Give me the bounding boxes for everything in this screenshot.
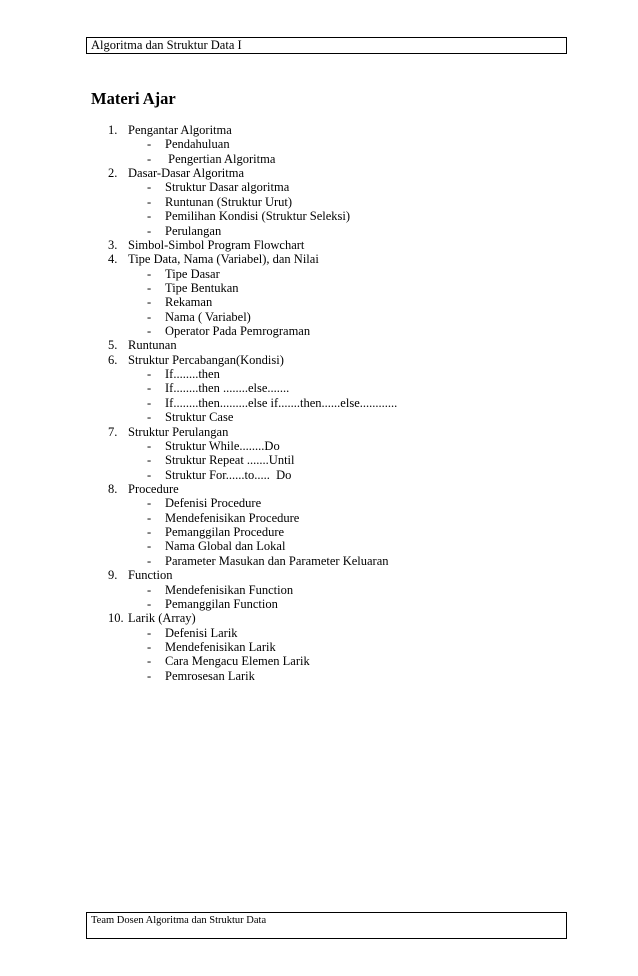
outline-item-label: Runtunan xyxy=(128,338,177,353)
outline-item xyxy=(0,611,638,625)
outline-subitem-label: Tipe Dasar xyxy=(165,266,220,281)
bullet-dash: - xyxy=(147,654,152,669)
outline-subitem xyxy=(0,224,638,238)
bullet-dash: - xyxy=(147,295,152,310)
bullet-dash: - xyxy=(147,280,152,295)
outline-item-number: 1. xyxy=(108,123,118,137)
outline-subitem xyxy=(0,396,638,410)
outline-subitem-label: Nama ( Variabel) xyxy=(165,309,251,324)
outline-subitem xyxy=(0,496,638,510)
outline-subitem-label: Rekaman xyxy=(165,295,213,310)
bullet-dash: - xyxy=(147,381,152,396)
outline-subitem-label: Tipe Bentukan xyxy=(165,280,239,295)
bullet-dash: - xyxy=(147,668,152,683)
outline-item-label: Dasar-Dasar Algoritma xyxy=(128,166,245,181)
outline-subitem-label: Mendefenisikan Procedure xyxy=(165,510,300,525)
bullet-dash: - xyxy=(147,180,152,195)
outline-subitem xyxy=(0,640,638,654)
outline-subitem-label: Pemanggilan Procedure xyxy=(165,525,285,540)
outline-subitem-label: Mendefenisikan Larik xyxy=(165,639,276,654)
outline-subitem-label: Pendahuluan xyxy=(165,137,230,152)
outline-subitem xyxy=(0,583,638,597)
outline-subitem xyxy=(0,654,638,668)
outline-item xyxy=(0,353,638,367)
bullet-dash: - xyxy=(147,553,152,568)
outline-subitem xyxy=(0,267,638,281)
bullet-dash: - xyxy=(147,496,152,511)
outline-subitem-label: Cara Mengacu Elemen Larik xyxy=(165,654,310,669)
outline-item-number: 7. xyxy=(108,424,118,439)
outline-subitem-label: Struktur While........Do xyxy=(165,438,280,453)
bullet-dash: - xyxy=(147,309,152,324)
bullet-dash: - xyxy=(147,410,152,425)
outline-subitem xyxy=(0,554,638,568)
outline-subitem-label: Defenisi Procedure xyxy=(165,496,262,511)
outline-subitem xyxy=(0,539,638,553)
outline-item-label: Pengantar Algoritma xyxy=(128,123,232,137)
outline-item xyxy=(0,252,638,266)
outline-subitem-label: If........then.........else if.......then......else............ xyxy=(165,395,398,410)
outline-subitem-label: If........then ........else....... xyxy=(165,381,290,396)
bullet-dash: - xyxy=(147,596,152,611)
outline-subitem xyxy=(0,295,638,309)
header-text: Algoritma dan Struktur Data I xyxy=(91,38,242,52)
page-footer xyxy=(86,912,567,939)
outline-subitem xyxy=(0,453,638,467)
outline-subitem-label: Pemilihan Kondisi (Struktur Seleksi) xyxy=(165,209,351,224)
outline-item xyxy=(0,425,638,439)
outline-item-label: Procedure xyxy=(128,481,179,496)
outline-item-number: 10. xyxy=(108,611,124,626)
bullet-dash: - xyxy=(147,324,152,339)
bullet-dash: - xyxy=(147,137,152,152)
outline-item-label: Tipe Data, Nama (Variabel), dan Nilai xyxy=(128,252,319,267)
outline-item-label: Struktur Percabangan(Kondisi) xyxy=(128,352,284,367)
outline-item xyxy=(0,123,638,137)
outline-subitem xyxy=(0,152,638,166)
page-header xyxy=(86,37,567,54)
outline-subitem-label: Pengertian Algoritma xyxy=(165,151,276,166)
outline-item-number: 6. xyxy=(108,352,118,367)
outline-item-number: 9. xyxy=(108,568,118,583)
outline-subitem xyxy=(0,324,638,338)
outline-subitem xyxy=(0,511,638,525)
outline-subitem-label: Struktur Repeat .......Until xyxy=(165,453,295,468)
outline-subitem-label: Operator Pada Pemrograman xyxy=(165,324,311,339)
page-title: Materi Ajar xyxy=(91,89,176,108)
outline-subitem xyxy=(0,468,638,482)
outline-subitem-label: Nama Global dan Lokal xyxy=(165,539,286,554)
outline-item-label: Struktur Perulangan xyxy=(128,424,229,439)
bullet-dash: - xyxy=(147,209,152,224)
bullet-dash: - xyxy=(147,639,152,654)
outline-subitem xyxy=(0,137,638,151)
bullet-dash: - xyxy=(147,223,152,238)
footer-text: Team Dosen Algoritma dan Struktur Data xyxy=(91,915,267,926)
outline-subitem-label: Struktur For......to..... Do xyxy=(165,467,292,482)
outline-subitem xyxy=(0,180,638,194)
outline-item-label: Larik (Array) xyxy=(128,611,196,626)
outline-item-number: 3. xyxy=(108,237,118,252)
outline-subitem xyxy=(0,195,638,209)
outline-item-number: 4. xyxy=(108,252,118,267)
outline-subitem-label: Defenisi Larik xyxy=(165,625,238,640)
bullet-dash: - xyxy=(147,539,152,554)
bullet-dash: - xyxy=(147,367,152,382)
outline-item-number: 8. xyxy=(108,481,118,496)
bullet-dash: - xyxy=(147,395,152,410)
outline-subitem-label: Pemanggilan Function xyxy=(165,596,278,611)
outline-item-label: Simbol-Simbol Program Flowchart xyxy=(128,237,305,252)
bullet-dash: - xyxy=(147,266,152,281)
outline-subitem xyxy=(0,626,638,640)
outline-subitem-label: Mendefenisikan Function xyxy=(165,582,294,597)
outline-subitem xyxy=(0,281,638,295)
bullet-dash: - xyxy=(147,525,152,540)
outline-item-label: Function xyxy=(128,568,173,583)
bullet-dash: - xyxy=(147,582,152,597)
outline-subitem-label: Parameter Masukan dan Parameter Keluaran xyxy=(165,553,389,568)
outline-item xyxy=(0,568,638,582)
bullet-dash: - xyxy=(147,438,152,453)
outline-subitem-label: Perulangan xyxy=(165,223,222,238)
outline-subitem xyxy=(0,209,638,223)
outline-subitem xyxy=(0,381,638,395)
outline-subitem xyxy=(0,410,638,424)
outline-item-number: 5. xyxy=(108,338,118,353)
bullet-dash: - xyxy=(147,467,152,482)
outline-item xyxy=(0,238,638,252)
outline-subitem xyxy=(0,597,638,611)
outline-subitem xyxy=(0,367,638,381)
bullet-dash: - xyxy=(147,453,152,468)
bullet-dash: - xyxy=(147,194,152,209)
bullet-dash: - xyxy=(147,510,152,525)
outline-subitem-label: Struktur Case xyxy=(165,410,234,425)
outline-subitem xyxy=(0,525,638,539)
outline-subitem-label: If........then xyxy=(165,367,220,382)
outline-subitem xyxy=(0,310,638,324)
outline-subitem xyxy=(0,669,638,683)
course-outline xyxy=(0,123,638,683)
outline-subitem-label: Struktur Dasar algoritma xyxy=(165,180,290,195)
outline-item xyxy=(0,338,638,352)
bullet-dash: - xyxy=(147,625,152,640)
outline-subitem-label: Runtunan (Struktur Urut) xyxy=(165,194,293,209)
outline-subitem-label: Pemrosesan Larik xyxy=(165,668,255,683)
outline-subitem xyxy=(0,439,638,453)
outline-item-number: 2. xyxy=(108,166,118,181)
outline-item xyxy=(0,166,638,180)
bullet-dash: - xyxy=(147,151,152,166)
outline-item xyxy=(0,482,638,496)
